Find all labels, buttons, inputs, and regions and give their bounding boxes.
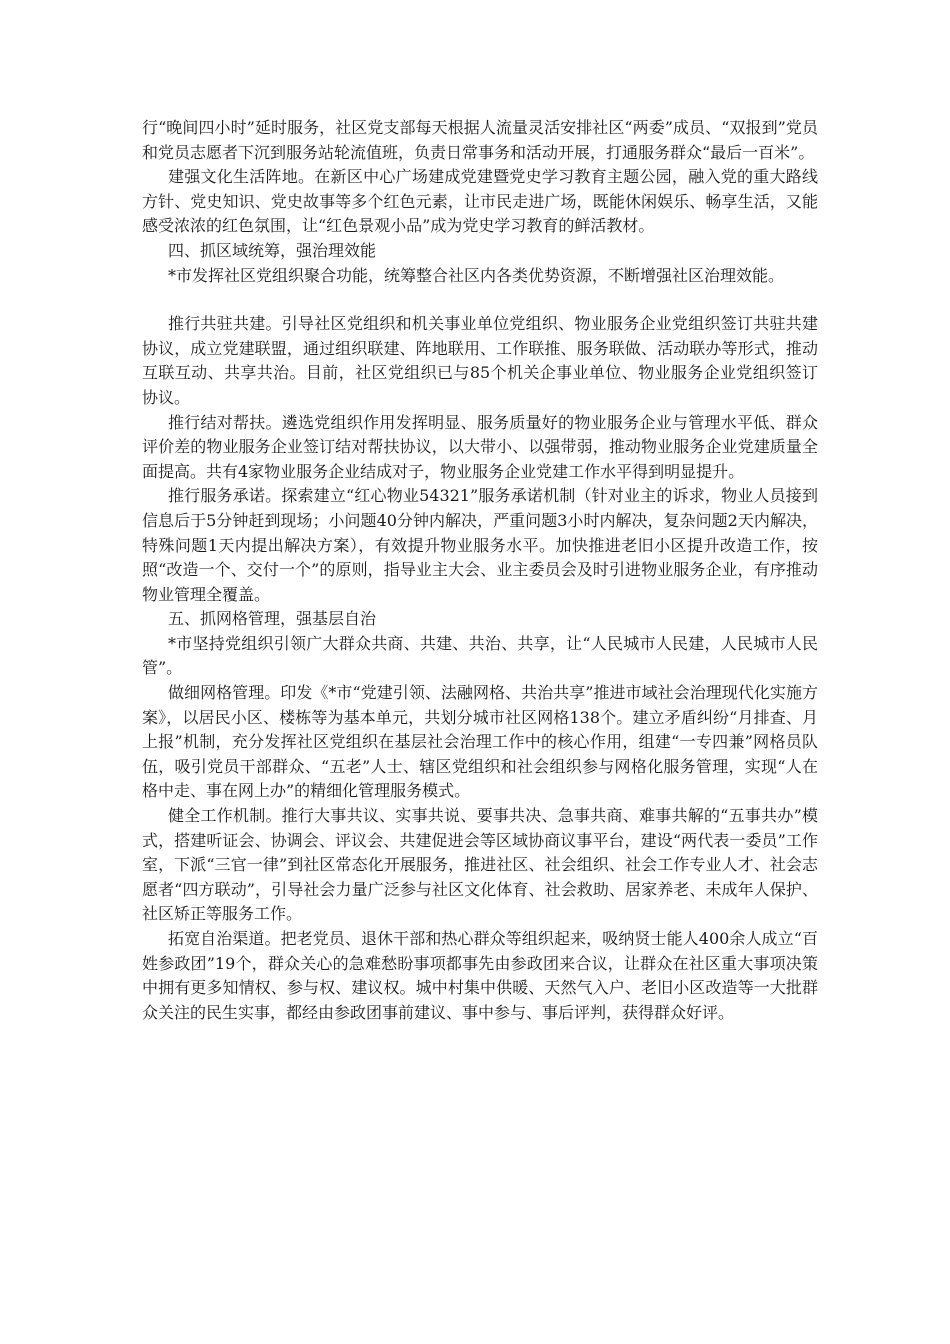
body-paragraph: 推行共驻共建。引导社区党组织和机关事业单位党组织、物业服务企业党组织签订共驻共建协议，成立党建联盟，通过组织联建、阵地联用、工作联推、服务联做、活动联办等形式，推动互联互动、共享共治。目前，社区党组织已与85个机关企事业单位、物业服务企业党组织签订协议。 xyxy=(142,314,818,407)
body-paragraph: 推行服务承诺。探索建立“红心物业54321”服务承诺机制（针对业主的诉求，物业人员接到信息后于5分钟赶到现场；小问题40分钟内解决，严重问题3小时内解决，复杂问题2天内解决，特殊问题1天内提出解决方案），有效提升物业服务水平。加快推进老旧小区提升改造工作，按照“改造一个、交付一个”的原则，指导业主大会、业主委员会及时引进物业服务企业，有序推动物业管理全覆盖。 xyxy=(142,486,818,604)
paragraph-gap xyxy=(142,288,818,312)
body-paragraph: 行“晚间四小时”延时服务，社区党支部每天根据人流量灵活安排社区“两委”成员、“双报到”党员和党员志愿者下沉到服务站轮流值班，负责日常事务和活动开展，打通服务群众“最后一百米”。 xyxy=(142,118,818,162)
section-intro: *市坚持党组织引领广大群众共商、共建、共治、共享，让“人民城市人民建，人民城市人民管”。 xyxy=(142,633,818,678)
body-paragraph: 做细网格管理。印发《*市“党建引领、法融网格、共治共享”推进市域社会治理现代化实施方案》，以居民小区、楼栋等为基本单元，共划分城市社区网格138个。建立矛盾纠纷“月排查、月上报”机制，充分发挥社区党组织在基层社会治理工作中的核心作用，组建“一专四兼”网格员队伍，吸引党员干部群众、“五老”人士、辖区党组织和社会组织参与网格化服务管理，实现“人在格中走、事在网上办”的精细化管理服务模式。 xyxy=(142,683,818,801)
section-heading-4: 四、抓区域统筹，强治理效能 xyxy=(168,240,377,260)
body-paragraph: 建强文化生活阵地。在新区中心广场建成党建暨党史学习教育主题公园，融入党的重大路线方针、党史知识、党史故事等多个红色元素，让市民走进广场，既能休闲娱乐、畅享生活，又能感受浓浓的红色氛围，让“红色景观小品”成为党史学习教育的鲜活教材。 xyxy=(142,167,818,236)
section-heading-5: 五、抓网格管理，强基层自治 xyxy=(168,609,377,629)
document-page xyxy=(142,116,818,1025)
body-paragraph: 健全工作机制。推行大事共议、实事共说、要事共决、急事共商、难事共解的“五事共办”模式，搭建听证会、协调会、评议会、共建促进会等区域协商议事平台，建设“两代表一委员”工作室，下派“三官一律”到社区常态化开展服务，推进社区、社会组织、社会工作专业人才、社会志愿者“四方联动”，引导社会力量广泛参与社区文化体育、社会救助、居家养老、未成年人保护、社区矫正等服务工作。 xyxy=(142,806,818,924)
body-paragraph: 拓宽自治渠道。把老党员、退休干部和热心群众等组织起来，吸纳贤士能人400余人成立“百姓参政团”19个，群众关心的急难愁盼事项都事先由参政团来合议，让群众在社区重大事项决策中拥有更多知情权、参与权、建议权。城中村集中供暖、天然气入户、老旧小区改造等一大批群众关注的民生实事，都经由参政团事前建议、事中参与、事后评判，获得群众好评。 xyxy=(142,929,818,1022)
body-paragraph: 推行结对帮扶。遴选党组织作用发挥明显、服务质量好的物业服务企业与管理水平低、群众评价差的物业服务企业签订结对帮扶协议，以大带小、以强带弱，推动物业服务企业党建质量全面提高。共有4家物业服务企业结成对子，物业服务企业党建工作水平得到明显提升。 xyxy=(142,412,818,481)
section-intro: *市发挥社区党组织聚合功能，统筹整合社区内各类优势资源，不断增强社区治理效能。 xyxy=(168,265,785,285)
